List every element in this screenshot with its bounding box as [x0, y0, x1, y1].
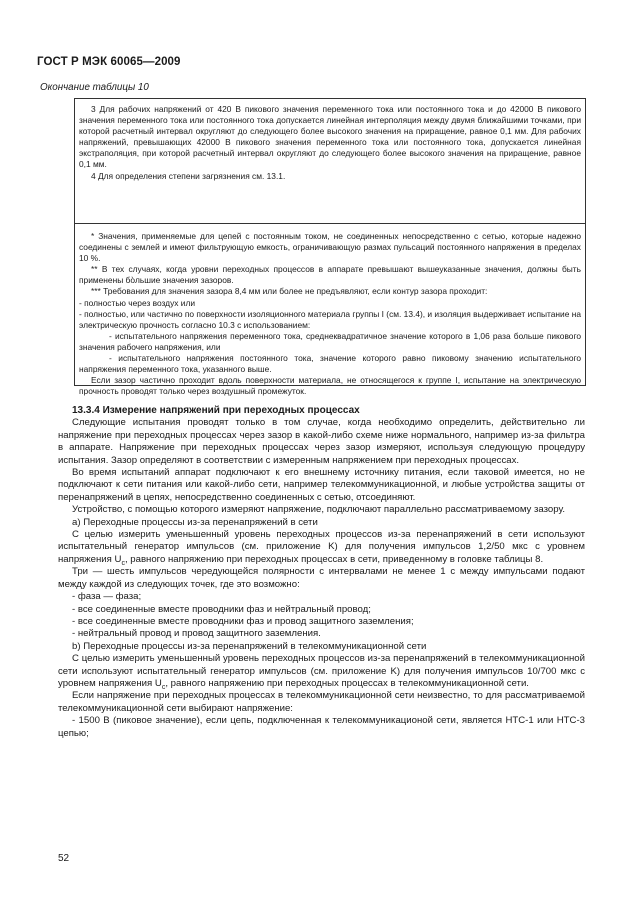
subscript: c [161, 683, 166, 691]
footnote-3: *** Требования для значения зазора 8,4 мм или более не предъявляют, если контур зазора проходит: [91, 286, 488, 297]
subscript: c [121, 559, 125, 567]
footnote-4: Если зазор частично проходит вдоль поверхности материала, не относящегося к группе I, испытание на электрическую прочность проводят только через воздушный промежуток. [79, 375, 581, 397]
paragraph: Устройство, с помощью которого измеряют напряжение, подключают параллельно рассматриваемому зазору. [72, 504, 565, 516]
list-item: - фаза — фаза; [72, 591, 142, 603]
subheading-b: b) Переходные процессы из-за перенапряжений в телекоммуникационной сети [72, 640, 427, 652]
table-note-4: 4 Для определения степени загрязнения см. 13.1. [91, 170, 286, 181]
footnote-3-item-d: - испытательного напряжения постоянного тока, значение которого равно пиковому значению испытательного напряжения переменного тока, указанного выше. [79, 353, 581, 375]
footnote-3-item-a: - полностью через воздух или [79, 297, 196, 308]
footnote-1: * Значения, применяемые для цепей с постоянным током, не соединенных непосредственно с сетью, которые надежно соединены с землей и имеют фильтрующую емкость, ограничивающую размах пульсаций постоянного напряжения в пределах 10 %. [79, 231, 581, 264]
paragraph: Во время испытаний аппарат подключают к его внешнему источнику питания, если таковой имеется, но не подключают к сети питания или какой-либо сети, например телекоммуникационной, и любые устройства защиты от перенапряжений в цепях, непосредственно соединенных с сетью, отсоединяют. [58, 467, 585, 503]
table-note-3: 3 Для рабочих напряжений от 420 В пикового значения переменного тока или постоянного тока и до 42000 В пикового значения переменного тока или постоянного тока допускается линейная интерполяция между двумя ближайшими точками, при которой расчетный интервал округляют до следующего более высокого значения на приращение, равное 0,1 мм. Для рабочих напряжений, превышающих 42000 В пикового значения переменного тока или постоянного тока, допускается линейная экстраполяция, при которой расчетный интервал округляют до следующего более высокого значения на приращение, равное 0,1 мм. [79, 104, 581, 170]
table-notes [79, 104, 581, 182]
list-item: - все соединенные вместе проводники фаз и нейтральный провод; [72, 603, 371, 615]
text-run: С целью измерить уменьшенный уровень переходных процессов из-за перенапряжений в сети используют испытательный генератор импульсов (см. приложение K) для получения импульсов 1,2/50 мкс с уровнем напряжения U [58, 529, 585, 565]
section-heading: 13.3.4 Измерение напряжений при переходных процессах [72, 405, 360, 416]
document-header: ГОСТ Р МЭК 60065—2009 [37, 56, 181, 68]
paragraph [58, 653, 585, 690]
paragraph: Если напряжение при переходных процессах в телекоммуникационной сети неизвестно, то для рассматриваемой телекоммуникационной сети выбирают напряжение: [58, 690, 585, 714]
list-item: - все соединенные вместе проводники фаз и провод защитного заземления; [72, 615, 414, 627]
paragraph: Три — шесть импульсов чередующейся полярности с интервалами не менее 1 с между импульсами подают между каждой из следующих точек, где это возможно: [58, 566, 585, 590]
paragraph: Следующие испытания проводят только в том случае, когда необходимо определить, действительно ли напряжение при переходных процессах через зазор в какой-либо схеме ниже нормального, например из-за фильтра в аппарате. Напряжение при переходных процессах через зазор измеряют, используя следующую процедуру испытания. Зазор определяют в соответствии с измеренным напряжением при переходных процессах. [58, 417, 585, 466]
table-caption: Окончание таблицы 10 [40, 82, 149, 93]
section-13-3-4 [58, 405, 585, 740]
text-run: , равного напряжению при переходных процессах в сети, приведенному в головке таблицы 8. [124, 553, 544, 565]
list-item: - нейтральный провод и провод защитного заземления. [72, 628, 321, 640]
paragraph [58, 529, 585, 566]
text-run: , равного напряжению при переходных процессах в телекоммуникационной сети. [165, 677, 529, 689]
footnote-3-item-c: - испытательного напряжения переменного тока, среднеквадратичное значение которого в 1,06 раза больше пикового значения рабочего напряжения, или [79, 330, 581, 352]
footnote-3-item-b: - полностью, или частично по поверхности изоляционного материала группы I (см. 13.4), и изоляция выдерживает испытание на электрическую прочность согласно 10.3 с использованием: [79, 308, 581, 330]
subheading-a: а) Переходные процессы из-за перенапряжений в сети [72, 516, 318, 528]
text-run: С целью измерить уменьшенный уровень переходных процессов из-за перенапряжений в телекоммуникационной сети используют испытательный генератор импульсов (см. приложение K) для получения импульсов 10/700 мкс с уровнем напряжения U [58, 653, 585, 689]
footnote-2: ** В тех случаях, когда уровни переходных процессов в аппарате превышают вышеуказанные значения, должны быть применены бо̀льшие значения зазоров. [79, 264, 581, 286]
page-number: 52 [58, 853, 70, 864]
table-10-end [74, 98, 586, 397]
paragraph: - 1500 В (пиковое значение), если цепь, подключенная к телекоммуникационой сети, является НТС-1 или НТС-3 цепью; [58, 715, 585, 739]
table-footnotes [79, 231, 581, 397]
table-divider [75, 223, 585, 224]
